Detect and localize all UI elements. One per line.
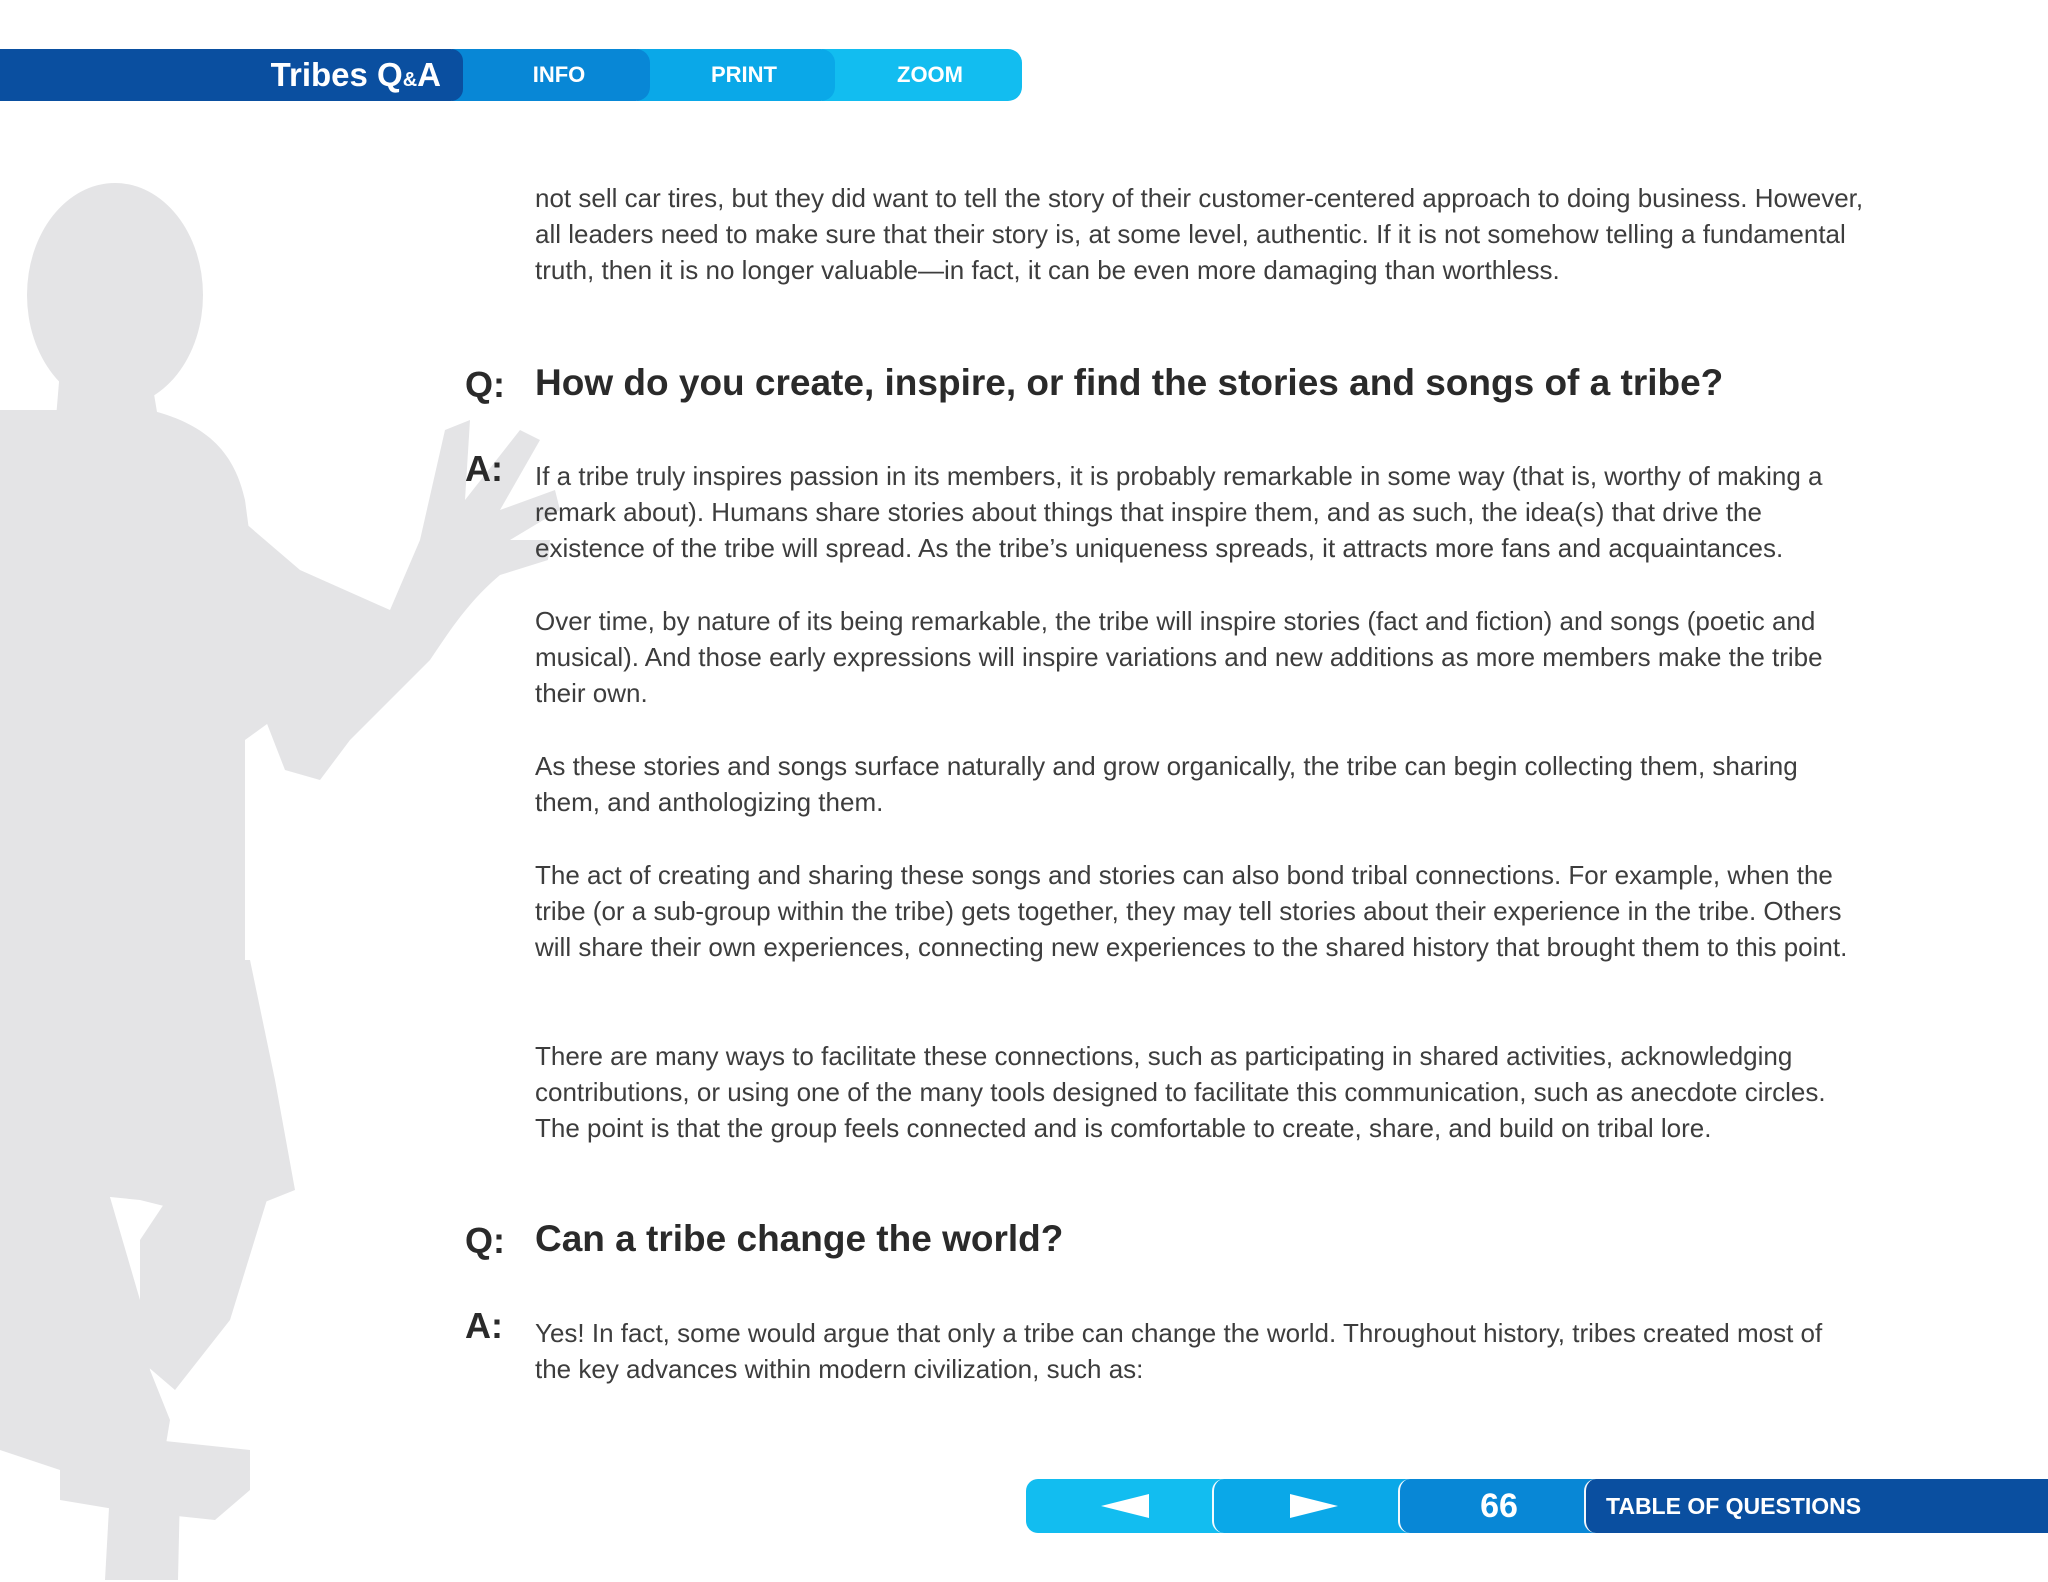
next-page-button[interactable] [1212, 1479, 1412, 1533]
page-number: 66 [1480, 1486, 1518, 1525]
right-arrow-icon [1288, 1493, 1338, 1519]
tab-info-label: INFO [532, 62, 586, 87]
answer-paragraph: As these stories and songs surface naturally and grow organically, the tribe can begin collecting them, sharing them, and anthologizing them. [535, 751, 1798, 817]
answer-paragraph: There are many ways to facilitate these connections, such as participating in shared activities, acknowledging contributions, or using one of the many tools designed to facilitate this communication, such as anecdote circles. The point is that the group feels connected and is comfortable to create, share, and build on tribal lore. [535, 1041, 1826, 1143]
question-heading: How do you create, inspire, or find the stories and songs of a tribe? [535, 362, 1724, 403]
answer-paragraph: Over time, by nature of its being remarkable, the tribe will inspire stories (fact and fiction) and songs (poetic and musical). And those early expressions will inspire variations and new additions as more members make the tribe their own. [535, 606, 1823, 708]
tab-print-label: PRINT [711, 62, 777, 87]
question-heading: Can a tribe change the world? [535, 1218, 1064, 1259]
answer-marker: A: [465, 1305, 503, 1346]
answer-paragraph: The act of creating and sharing these songs and stories can also bond tribal connections. For example, when the tribe (or a sub-group within the tribe) gets together, they may tell stories about their experience in the tribe. Others will share their own experiences, connecting new experiences to the shared history that brought them to this point. [535, 860, 1848, 962]
book-title-tab[interactable] [0, 49, 463, 101]
answer-marker: A: [465, 448, 503, 489]
table-of-questions-button[interactable] [1584, 1479, 2048, 1533]
tab-info[interactable] [450, 49, 650, 101]
intro-paragraph: not sell car tires, but they did want to tell the story of their customer-centered approach to doing business. However, all leaders need to make sure that their story is, at some level, authentic. If it is not somehow telling a fundamental truth, then it is no longer valuable—in fact, it can be even more damaging than worthless. [535, 183, 1864, 285]
question-marker: Q: [465, 1220, 505, 1261]
answer-paragraph: If a tribe truly inspires passion in its members, it is probably remarkable in some way (that is, worthy of making a remark about). Humans share stories about things that inspire them, and as such, the idea(s) that drive the existence of the tribe will spread. As the tribe’s uniqueness spreads, it attracts more fans and acquaintances. [535, 461, 1823, 563]
answer-paragraph: Yes! In fact, some would argue that only a tribe can change the world. Throughout history, tribes created most of the key advances within modern civilization, such as: [535, 1318, 1823, 1384]
page-number-indicator [1398, 1479, 1598, 1533]
question-marker: Q: [465, 364, 505, 405]
tab-print[interactable] [635, 49, 835, 101]
tab-zoom-label: ZOOM [897, 62, 963, 87]
book-title-text: Tribes Q&A [270, 56, 441, 93]
table-of-questions-label: TABLE OF QUESTIONS [1606, 1492, 1862, 1519]
